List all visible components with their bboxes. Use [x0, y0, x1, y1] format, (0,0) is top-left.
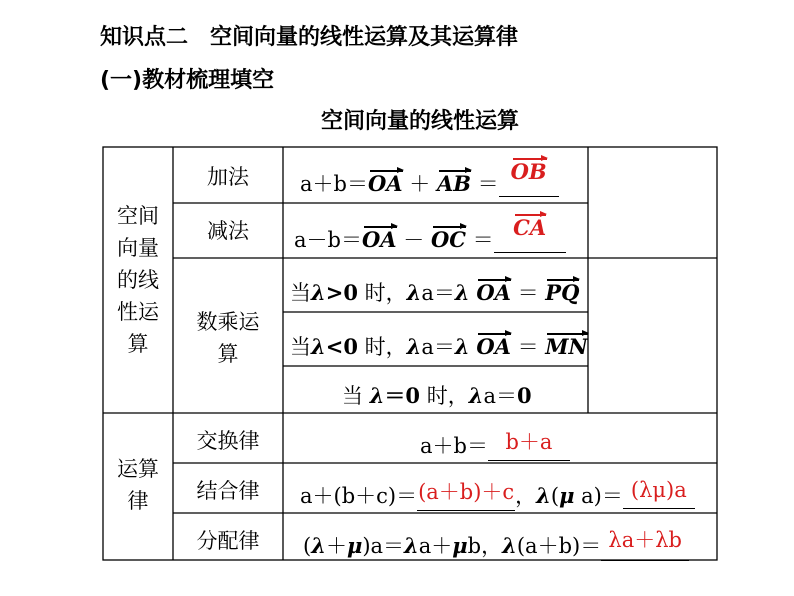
subsection-title: (一)教材梳理填空 — [100, 68, 275, 93]
answer-OB: OB — [510, 159, 547, 184]
row-label-add: 加法 — [207, 165, 249, 189]
row-label-commutative: 交换律 — [196, 429, 260, 453]
answer-associative-2: (λμ)a — [630, 478, 687, 502]
answer-associative-1: (a＋b)＋c — [418, 480, 515, 504]
scalar-positive-formula: 当λ>0 时，λa＝λ OA ＝ PQ — [290, 280, 580, 305]
vector-MN: MN — [545, 334, 588, 359]
scalar-zero-formula: 当 λ＝0 时，λa＝0 — [342, 383, 532, 408]
vector-OC: OC — [430, 227, 466, 252]
row-label-sub: 减法 — [207, 219, 249, 243]
add-formula: a＋b＝OA ＋ AB ＝ OB — [300, 168, 559, 198]
commutative-formula: a＋b＝ b＋a — [420, 430, 570, 461]
answer-CA: CA — [513, 215, 547, 240]
vector-OA: OA — [367, 171, 403, 196]
scalar-negative-formula: 当λ<0 时，λa＝λ OA ＝ MN — [290, 334, 588, 359]
row-label-scalar: 数乘运 算 — [196, 310, 260, 366]
answer-distributive: λa＋λb — [608, 528, 683, 552]
row-label-distributive: 分配律 — [196, 529, 260, 553]
vector-OA: OA — [361, 227, 397, 252]
associative-formula: a＋(b＋c)＝(a＋b)＋c，λ(μ a)＝ (λμ)a — [300, 480, 695, 511]
table-caption: 空间向量的线性运算 — [321, 109, 520, 134]
distributive-formula: (λ＋μ)a＝λa＋μb，λ(a＋b)＝ λa＋λb — [303, 530, 689, 561]
section-title: 知识点二 空间向量的线性运算及其运算律 — [100, 25, 519, 50]
row-label-associative: 结合律 — [196, 479, 260, 503]
answer-commutative: b＋a — [505, 430, 553, 454]
vector-OA: OA — [476, 280, 511, 305]
vector-OA: OA — [476, 334, 511, 359]
vector-PQ: PQ — [545, 280, 580, 305]
group-linear-ops-label: 空间 向量 的线 性运 算 — [117, 204, 159, 356]
sub-formula: a－b＝OA － OC ＝ CA — [294, 224, 566, 254]
vector-AB: AB — [436, 171, 471, 196]
group-laws-label: 运算 律 — [117, 457, 159, 513]
